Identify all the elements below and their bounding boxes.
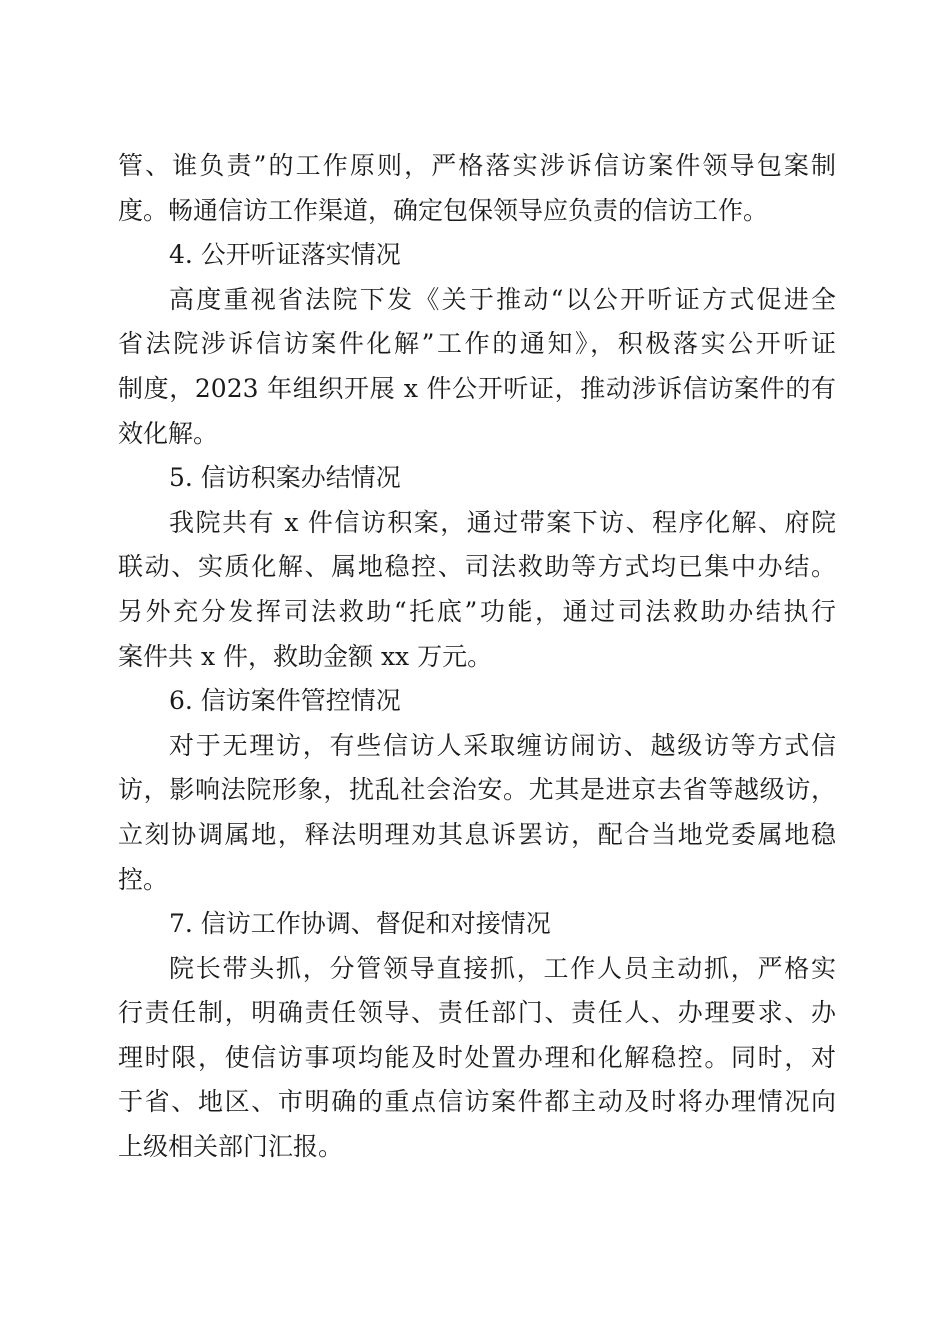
paragraph-line: 度。畅通信访工作渠道，确定包保领导应负责的信访工作。 [118,195,769,225]
paragraph-line: 管、谁负责”的工作原则，严格落实涉诉信访案件领导包案制 [118,151,836,180]
paragraph-line: 理时限，使信访事项均能及时处置办理和化解稳控。同时，对 [118,1042,836,1072]
paragraph-line: 行责任制，明确责任领导、责任部门、责任人、办理要求、办 [118,998,836,1028]
section-heading-4: 4. 公开听证落实情况 [169,240,401,270]
paragraph-line: 高度重视省法院下发《关于推动“以公开听证方式促进全 [169,284,836,314]
paragraph-line: 访，影响法院形象，扰乱社会治安。尤其是进京去省等越级访， [118,775,836,805]
paragraph-line: 制度，2023 年组织开展 x 件公开听证，推动涉诉信访案件的有 [118,373,836,403]
section-heading-7: 7. 信访工作协调、督促和对接情况 [169,909,551,939]
paragraph-line: 另外充分发挥司法救助“托底”功能，通过司法救助办结执行 [118,596,836,626]
paragraph-line: 效化解。 [118,418,219,448]
paragraph-line: 立刻协调属地，释法明理劝其息诉罢访，配合当地党委属地稳 [118,819,836,849]
section-heading-6: 6. 信访案件管控情况 [169,686,401,716]
paragraph-line: 联动、实质化解、属地稳控、司法救助等方式均已集中办结。 [118,552,836,582]
paragraph-line: 院长带头抓，分管领导直接抓，工作人员主动抓，严格实 [169,953,836,983]
paragraph-line: 我院共有 x 件信访积案，通过带案下访、程序化解、府院 [169,507,836,537]
section-heading-5: 5. 信访积案办结情况 [169,463,401,493]
paragraph-line: 案件共 x 件，救助金额 xx 万元。 [118,641,493,671]
paragraph-public-hearing [118,278,836,456]
paragraph-case-control [118,724,836,902]
paragraph-line: 省法院涉诉信访案件化解”工作的通知》，积极落实公开听证 [118,329,836,359]
paragraph-backlog-cases [118,501,836,679]
paragraph-continuation [118,144,836,233]
paragraph-line: 对于无理访，有些信访人采取缠访闹访、越级访等方式信 [169,730,836,760]
paragraph-coordination [118,947,836,1170]
paragraph-line: 上级相关部门汇报。 [118,1132,344,1162]
document-page [118,144,836,1170]
paragraph-line: 于省、地区、市明确的重点信访案件都主动及时将办理情况向 [118,1087,836,1117]
paragraph-line: 控。 [118,864,169,894]
